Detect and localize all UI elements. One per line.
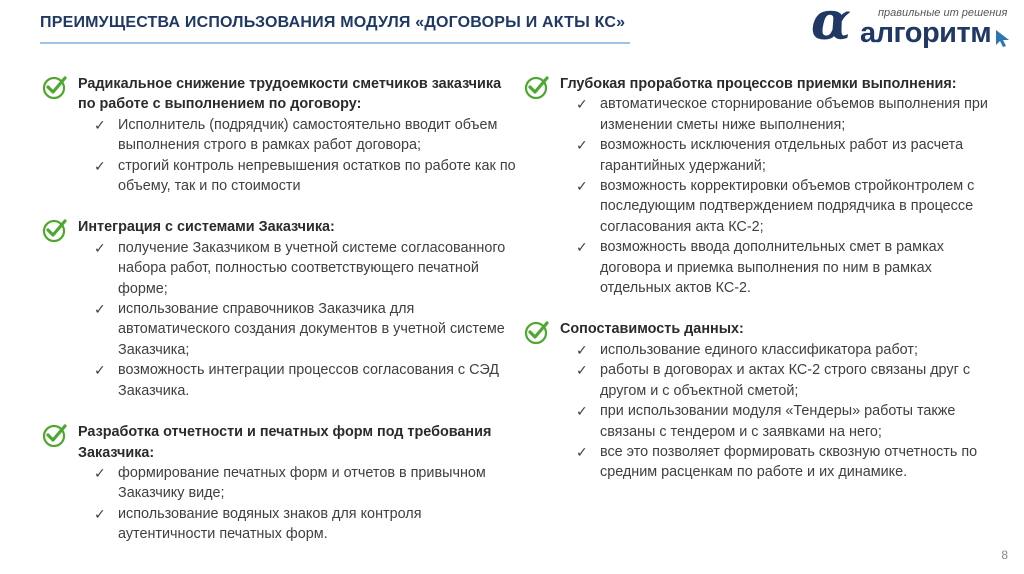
logo-wordmark: алгоритм xyxy=(860,17,992,49)
checkmark-bullet-icon: ✓ xyxy=(94,116,106,133)
slide-title: ПРЕИМУЩЕСТВА ИСПОЛЬЗОВАНИЯ МОДУЛЯ «ДОГОВОРЫ И АКТЫ КС» xyxy=(40,14,626,31)
checkmark-bullet-icon: ✓ xyxy=(576,239,588,256)
check-circle-icon xyxy=(524,74,550,100)
list-item-text: возможность исключения отдельных работ из расчета гарантийных удержаний; xyxy=(600,137,964,174)
list-item xyxy=(560,401,994,442)
checkmark-bullet-icon: ✓ xyxy=(576,362,588,379)
list-item xyxy=(560,237,994,298)
advantage-section xyxy=(524,74,994,298)
advantage-section xyxy=(42,422,522,544)
list-item xyxy=(78,360,522,401)
checkmark-bullet-icon: ✓ xyxy=(576,403,588,420)
section-heading: Радикальное снижение трудоемкости сметчиков заказчика по работе с выполнением по договору: xyxy=(78,76,502,113)
section-heading: Разработка отчетности и печатных форм под требования Заказчика: xyxy=(78,424,492,461)
checkmark-bullet-icon: ✓ xyxy=(94,362,106,379)
list-item-text: использование единого классификатора работ; xyxy=(600,341,918,358)
list-item xyxy=(560,176,994,237)
advantage-section xyxy=(42,74,522,196)
list-item-text: получение Заказчиком в учетной системе согласованного набора работ, полностью соответствующего печатной форме; xyxy=(118,239,506,297)
logo-alpha-symbol: α xyxy=(811,0,852,52)
check-circle-icon xyxy=(42,74,68,100)
page-number: 8 xyxy=(1001,548,1008,562)
checkmark-bullet-icon: ✓ xyxy=(94,505,106,522)
checkmark-bullet-icon: ✓ xyxy=(576,178,588,195)
checkmark-bullet-icon: ✓ xyxy=(94,301,106,318)
checkmark-bullet-icon: ✓ xyxy=(576,137,588,154)
list-item xyxy=(78,299,522,360)
advantage-section xyxy=(524,319,994,482)
list-item-text: работы в договорах и актах КС-2 строго связаны друг с другом и с объектной сметой; xyxy=(600,362,971,399)
section-heading: Сопоставимость данных: xyxy=(560,321,744,338)
list-item-text: строгий контроль непревышения остатков по работе как по объему, так и по стоимости xyxy=(118,157,516,195)
list-item xyxy=(78,463,522,504)
list-item xyxy=(560,94,994,135)
list-item-text: возможность ввода дополнительных смет в рамках договора и приемка выполнения по ним в рамках отдельных актов КС-2. xyxy=(600,239,944,297)
checkmark-bullet-icon: ✓ xyxy=(94,239,106,256)
list-item xyxy=(560,135,994,176)
list-item xyxy=(78,238,522,299)
list-item xyxy=(78,156,522,197)
list-item-text: формирование печатных форм и отчетов в привычном Заказчику виде; xyxy=(118,464,486,502)
list-item-text: использование справочников Заказчика для автоматического создания документов в учетной системе Заказчика; xyxy=(118,301,505,358)
checkmark-bullet-icon: ✓ xyxy=(576,96,588,113)
advantage-section xyxy=(42,217,522,401)
list-item-text: автоматическое сторнирование объемов выполнения при изменении сметы ниже выполнения; xyxy=(600,96,988,133)
check-circle-icon xyxy=(524,319,550,345)
check-circle-icon xyxy=(42,217,68,243)
right-column xyxy=(524,74,994,504)
list-item-text: возможность корректировки объемов стройконтролем с последующим подтверждением подрядчика в процессе согласования акта КС-2; xyxy=(600,178,975,235)
checkmark-bullet-icon: ✓ xyxy=(576,443,588,460)
checkmark-bullet-icon: ✓ xyxy=(576,341,588,358)
section-heading: Интеграция с системами Заказчика: xyxy=(78,219,335,236)
left-column xyxy=(42,74,522,566)
list-item-text: использование водяных знаков для контроля аутентичности печатных форм. xyxy=(118,505,422,543)
title-underline xyxy=(40,42,630,44)
list-item xyxy=(78,504,522,545)
cursor-arrow-icon xyxy=(994,28,1012,48)
list-item xyxy=(560,360,994,401)
list-item xyxy=(560,442,994,483)
list-item-text: все это позволяет формировать сквозную отчетность по средним расценкам по работе и их динамике. xyxy=(600,443,978,481)
check-circle-icon xyxy=(42,422,68,448)
list-item-text: Исполнитель (подрядчик) самостоятельно вводит объем выполнения строго в рамках работ договора; xyxy=(118,116,498,154)
checkmark-bullet-icon: ✓ xyxy=(94,464,106,481)
list-item-text: при использовании модуля «Тендеры» работы также связаны с тендером и с заявками на него; xyxy=(600,403,956,440)
list-item xyxy=(78,115,522,156)
list-item-text: возможность интеграции процессов согласования с СЭД Заказчика. xyxy=(118,362,499,399)
checkmark-bullet-icon: ✓ xyxy=(94,157,106,174)
section-heading: Глубокая проработка процессов приемки выполнения: xyxy=(560,76,957,92)
list-item xyxy=(560,340,994,360)
logo-tagline: правильные ит решения xyxy=(878,7,1008,19)
